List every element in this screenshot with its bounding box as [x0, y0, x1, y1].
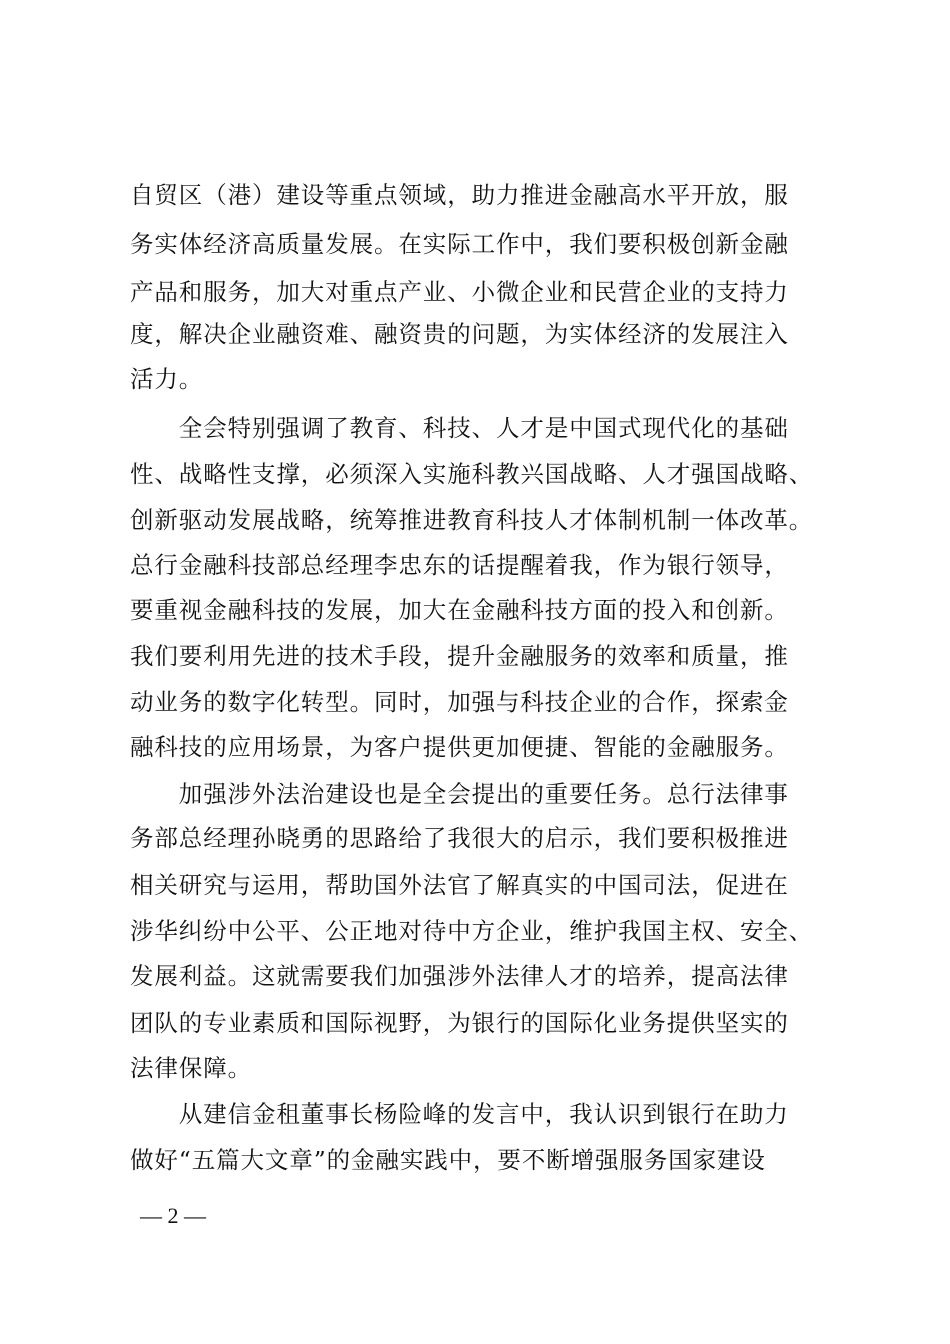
text-line: 涉华纠纷中公平、公正地对待中方企业，维护我国主权、安全、 — [130, 917, 814, 945]
text-line: 性、战略性支撑，必须深入实施科教兴国战略、人才强国战略、 — [130, 460, 814, 488]
text-line: 团队的专业素质和国际视野，为银行的国际化业务提供坚实的 — [130, 1009, 789, 1037]
text-line: 相关研究与运用，帮助国外法官了解真实的中国司法，促进在 — [130, 871, 789, 899]
text-line: 融科技的应用场景，为客户提供更加便捷、智能的金融服务。 — [130, 733, 789, 761]
text-line: 发展利益。这就需要我们加强涉外法律人才的培养，提高法律 — [130, 962, 789, 990]
text-line: 务部总经理孙晓勇的思路给了我很大的启示，我们要积极推进 — [130, 824, 789, 852]
text-line: 从建信金租董事长杨险峰的发言中，我认识到银行在助力 — [130, 1100, 789, 1128]
text-line: 务实体经济高质量发展。在实际工作中，我们要积极创新金融 — [130, 230, 789, 258]
text-line: 全会特别强调了教育、科技、人才是中国式现代化的基础 — [130, 414, 789, 442]
page-number: — 2 — — [140, 1203, 206, 1228]
text-line: 自贸区（港）建设等重点领域，助力推进金融高水平开放，服 — [130, 181, 789, 209]
text-line: 我们要利用先进的技术手段，提升金融服务的效率和质量，推 — [130, 642, 789, 670]
text-line: 加强涉外法治建设也是全会提出的重要任务。总行法律事 — [130, 780, 789, 808]
text-line: 度，解决企业融资难、融资贵的问题，为实体经济的发展注入 — [130, 320, 789, 348]
text-line: 要重视金融科技的发展，加大在金融科技方面的投入和创新。 — [130, 596, 789, 624]
text-line: 总行金融科技部总经理李忠东的话提醒着我，作为银行领导， — [130, 551, 789, 579]
text-line: 产品和服务，加大对重点产业、小微企业和民营企业的支持力 — [130, 278, 789, 306]
text-line: 活力。 — [130, 365, 204, 393]
text-line: 动业务的数字化转型。同时，加强与科技企业的合作，探索金 — [130, 688, 789, 716]
text-line: 做好“五篇大文章”的金融实践中，要不断增强服务国家建设 — [130, 1146, 766, 1174]
text-line: 创新驱动发展战略，统筹推进教育科技人才体制机制一体改革。 — [130, 506, 814, 534]
text-line: 法律保障。 — [130, 1054, 252, 1082]
